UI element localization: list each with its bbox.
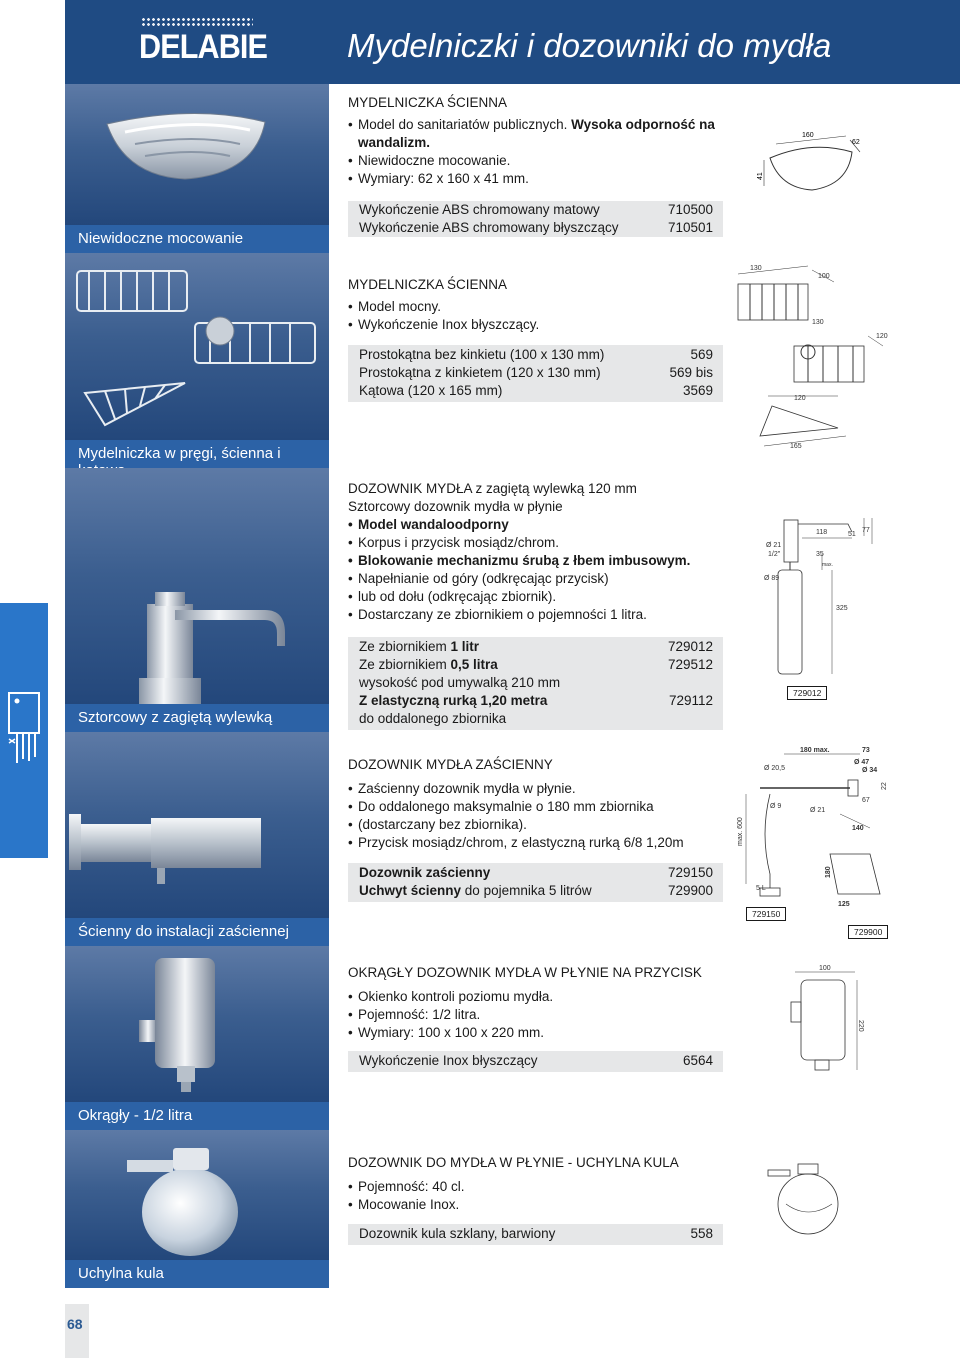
feature-item: • Model mocny. xyxy=(348,298,723,316)
feature-list xyxy=(348,988,723,1042)
page-number: 68 xyxy=(67,1316,83,1332)
dim-d21: Ø 21 xyxy=(810,807,826,814)
soap-dish-photo xyxy=(65,84,329,225)
technical-drawing-round-dispenser xyxy=(775,962,875,1082)
feature-item: • Blokowanie mechanizmu śrubą z łbem imbusowym. xyxy=(348,552,723,570)
dim-d21: Ø 21 xyxy=(766,542,782,549)
drawing-code-tag: 729150 xyxy=(746,907,786,921)
product-heading: DOZOWNIK DO MYDŁA W PŁYNIE - UCHYLNA KULA xyxy=(348,1155,679,1170)
technical-drawing-wire-dishes xyxy=(728,256,898,456)
dim-5l: 5 L xyxy=(756,885,766,892)
product-heading: OKRĄGŁY DOZOWNIK MYDŁA W PŁYNIE NA PRZYCISK xyxy=(348,965,702,980)
caption-wire-dishes: Mydelniczka w pręgi, ścienna i xyxy=(65,440,329,468)
dim-118: 118 xyxy=(816,529,828,536)
photo-panel-round-dispenser xyxy=(65,946,329,1102)
order-code-row: wysokość pod umywalką 210 mm xyxy=(359,675,561,690)
dim-220: 220 xyxy=(857,1020,864,1032)
deck-dispenser-photo xyxy=(65,468,329,704)
order-code-row: Uchwyt ścienny do pojemnika 5 litrów 729900 xyxy=(359,883,713,898)
order-code-row: Wykończenie ABS chromowany matowy 710500 xyxy=(359,202,713,217)
page-number-box xyxy=(65,1304,89,1358)
feature-item: • Wymiary: 100 x 100 x 220 mm. xyxy=(348,1024,723,1042)
order-code-row: Dozownik zaścienny 729150 xyxy=(359,865,713,880)
product-heading: DOZOWNIK MYDŁA z zagiętą wylewką 120 mm xyxy=(348,481,637,496)
dim-41: 41 xyxy=(757,172,764,180)
order-codes-box xyxy=(348,201,723,238)
dim-d20-5: Ø 20,5 xyxy=(764,765,786,772)
dim-35: 35 xyxy=(816,551,824,558)
order-code-row: Wykończenie Inox błyszczący 6564 xyxy=(359,1053,713,1068)
brand-logo: DELABIE xyxy=(139,28,268,66)
feature-list xyxy=(348,516,723,624)
dim-140: 140 xyxy=(852,825,864,832)
round-dispenser-photo xyxy=(65,946,329,1102)
order-code-row: Prostokątna bez kinkietu (100 x 130 mm) 569 xyxy=(359,347,713,362)
feature-list xyxy=(348,116,723,188)
wall-dispenser-photo xyxy=(65,732,329,918)
feature-list xyxy=(348,298,723,334)
product-heading: MYDELNICZKA ŚCIENNA xyxy=(348,95,508,110)
order-code-row: Wykończenie ABS chromowany błyszczący 710501 xyxy=(359,220,713,235)
feature-list xyxy=(348,1178,723,1214)
feature-continuation: • (dostarczany bez zbiornika). xyxy=(348,816,723,834)
feature-item: • Pojemność: 1/2 litra. xyxy=(348,1006,723,1024)
dispenser-category-icon xyxy=(7,691,43,775)
drawing-code-tag: 729900 xyxy=(848,925,888,939)
dim-half-inch: 1/2" xyxy=(768,551,781,558)
dim-22: 22 xyxy=(881,782,888,790)
dim-130-b: 130 xyxy=(812,319,824,326)
feature-item: • Wykończenie Inox błyszczący. xyxy=(348,316,723,334)
dim-120-b: 120 xyxy=(794,395,806,402)
category-side-tab xyxy=(0,603,48,858)
technical-drawing-concealed-dispenser xyxy=(730,744,890,914)
dim-125: 125 xyxy=(838,901,850,908)
order-code-row: Dozownik kula szklany, barwiony 558 xyxy=(359,1226,713,1241)
product-subheading: Sztorcowy dozownik mydła w płynie xyxy=(348,499,563,514)
dim-180-max: 180 max. xyxy=(800,747,830,754)
dim-max: max. xyxy=(822,562,833,568)
order-codes-box xyxy=(348,1224,723,1246)
feature-continuation: • lub od dołu (odkręcając zbiornik). xyxy=(348,588,723,606)
caption-round-dispenser: Okrągły - 1/2 litra xyxy=(65,1102,329,1130)
dim-d9: Ø 9 xyxy=(770,803,782,810)
drawing-code-tag: 729012 xyxy=(787,686,827,700)
feature-item: • Wymiary: 62 x 160 x 41 mm. xyxy=(348,170,723,188)
dim-62: 62 xyxy=(852,139,860,146)
photo-panel-wall-dispenser xyxy=(65,732,329,918)
feature-list xyxy=(348,780,723,852)
photo-panel-hidden-mount xyxy=(65,84,329,225)
dim-100: 100 xyxy=(819,965,831,972)
product-heading: MYDELNICZKA ŚCIENNA xyxy=(348,277,508,292)
dim-100: 100 xyxy=(818,273,830,280)
caption-tilting-ball: Uchylna kula xyxy=(65,1260,329,1288)
feature-item: • Model do sanitariatów publicznych. Wysoka odporność na wandalizm. xyxy=(348,116,723,152)
order-codes-box xyxy=(348,1051,723,1073)
feature-item: • Przycisk mosiądz/chrom, z elastyczną rurką 6/8 1,20m xyxy=(348,834,723,852)
feature-item: • Niewidoczne mocowanie. xyxy=(348,152,723,170)
page-title: Mydelniczki i dozowniki do mydła xyxy=(347,27,832,64)
product-tilting-ball-dispenser xyxy=(348,1154,723,1214)
dim-160: 160 xyxy=(802,132,814,139)
caption-hidden-mount: Niewidoczne mocowanie xyxy=(65,225,329,253)
page-title-bar xyxy=(329,0,960,84)
photo-panel-wire-dishes xyxy=(65,253,329,440)
order-code-row: do oddalonego zbiornika xyxy=(359,711,507,726)
product-round-dispenser xyxy=(348,964,723,1042)
dim-d47: Ø 47 xyxy=(854,759,870,766)
feature-item: • Zaścienny dozownik mydła w płynie. xyxy=(348,780,723,798)
product-heading: DOZOWNIK MYDŁA ZAŚCIENNY xyxy=(348,757,553,772)
order-code-row: Z elastyczną rurką 1,20 metra 729112 xyxy=(359,693,713,708)
feature-item: • Okienko kontroli poziomu mydła. xyxy=(348,988,723,1006)
caption-deck-dispenser: Sztorcowy z zagiętą wylewką xyxy=(65,704,329,732)
dim-165: 165 xyxy=(790,443,802,450)
dim-180: 180 xyxy=(825,866,832,878)
dim-d34: Ø 34 xyxy=(862,767,878,774)
dim-325: 325 xyxy=(836,605,848,612)
product-wall-soap-dish-wire xyxy=(348,276,723,334)
technical-drawing-deck-dispenser xyxy=(752,510,882,680)
order-code-row: Kątowa (120 x 165 mm) 3569 xyxy=(359,383,713,398)
brand-logo-box xyxy=(65,0,329,84)
technical-drawing-tilting-ball xyxy=(762,1160,842,1240)
technical-drawing-soap-dish xyxy=(752,130,867,202)
caption-wall-dispenser: Ścienny do instalacji zaściennej xyxy=(65,918,329,946)
photo-panel-deck-dispenser xyxy=(65,468,329,704)
dim-130-a: 130 xyxy=(750,265,762,272)
logo-dots-decoration xyxy=(141,17,253,27)
dim-120-a: 120 xyxy=(876,333,888,340)
feature-item: • Pojemność: 40 cl. xyxy=(348,1178,723,1196)
dim-77: 77 xyxy=(862,527,870,534)
product-deck-soap-dispenser xyxy=(348,480,723,624)
product-concealed-dispenser xyxy=(348,756,723,852)
dim-51: 51 xyxy=(848,531,856,538)
order-codes-box xyxy=(348,863,723,903)
order-codes-box xyxy=(348,345,723,403)
feature-item: • Mocowanie Inox. xyxy=(348,1196,723,1214)
feature-item: • Napełnianie od góry (odkręcając przycisk) xyxy=(348,570,723,588)
feature-item: • Model wandaloodporny xyxy=(348,516,723,534)
tilting-ball-photo xyxy=(65,1130,329,1260)
order-code-row: Prostokątna z kinkietem (120 x 130 mm) 569 bis xyxy=(359,365,713,380)
order-codes-box xyxy=(348,637,723,731)
photo-panel-tilting-ball xyxy=(65,1130,329,1260)
dim-max-600: max. 600 xyxy=(737,817,744,846)
feature-item: • Dostarczany ze zbiornikiem o pojemności 1 litra. xyxy=(348,606,723,624)
dim-67: 67 xyxy=(862,797,870,804)
feature-item: • Korpus i przycisk mosiądz/chrom. xyxy=(348,534,723,552)
order-code-row: Ze zbiornikiem 0,5 litra 729512 xyxy=(359,657,713,672)
dim-d89: Ø 89 xyxy=(764,575,780,582)
order-code-row: Ze zbiornikiem 1 litr 729012 xyxy=(359,639,713,654)
dim-73: 73 xyxy=(862,747,870,754)
wire-soap-dishes-photo xyxy=(65,253,329,440)
product-wall-soap-dish-hidden xyxy=(348,94,723,188)
feature-item: • Do oddalonego maksymalnie o 180 mm zbiornika xyxy=(348,798,723,816)
